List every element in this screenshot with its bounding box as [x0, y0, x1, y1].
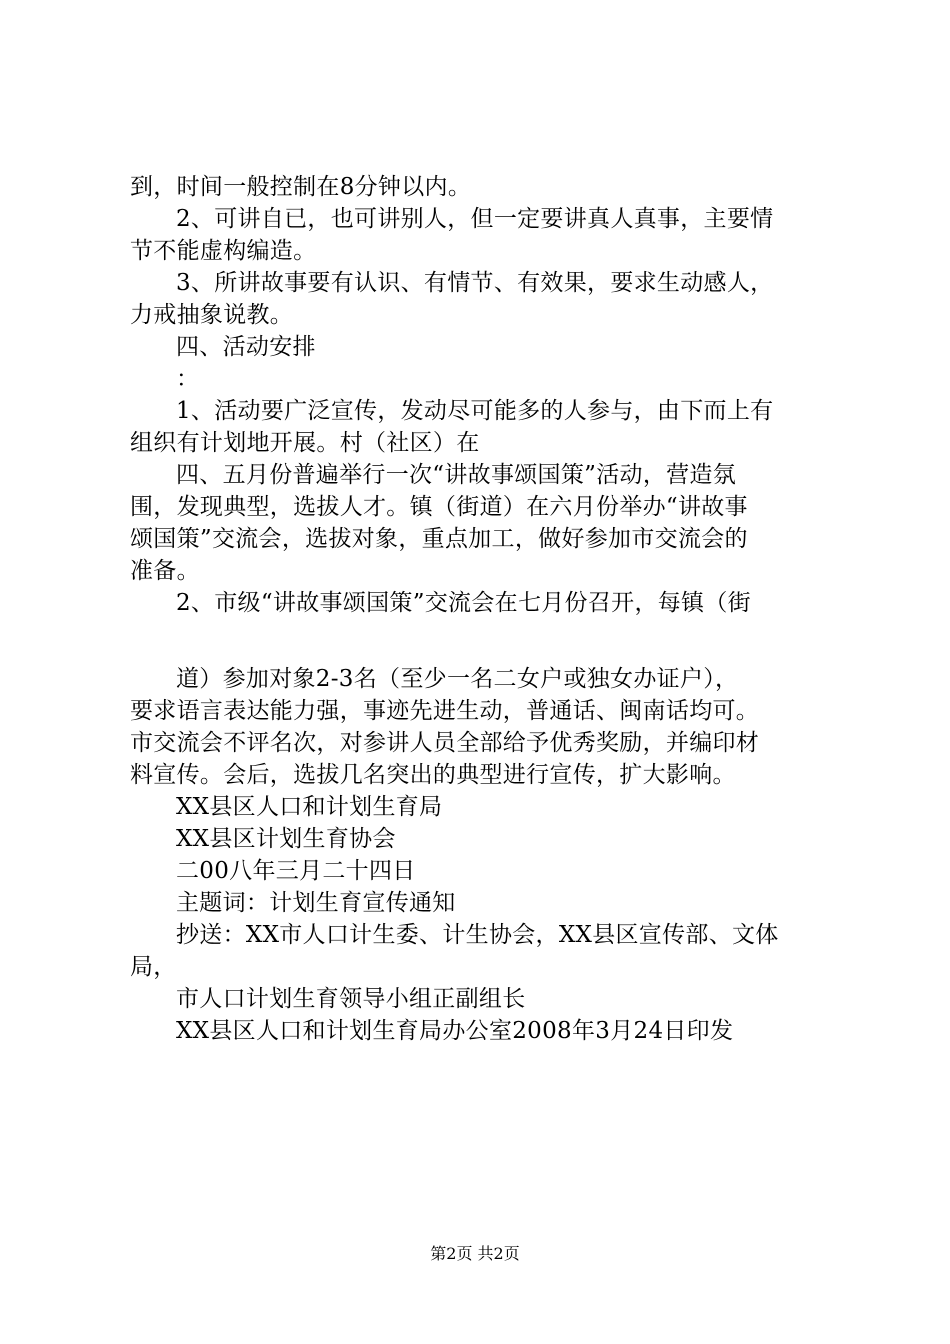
text-line: 3、所讲故事要有认识、有情节、有效果，要求生动感人，: [176, 270, 774, 296]
cc-line: 抄送：XX市人口计生委、计生协会，XX县区宣传部、文体: [176, 922, 779, 948]
text-line: 2、可讲自已，也可讲别人，但一定要讲真人真事，主要情: [176, 206, 774, 232]
text-line: 道）参加对象2-3名（至少一名二女户或独女办证户），: [176, 666, 739, 692]
text-line: 组织有计划地开展。村（社区）在: [130, 430, 480, 456]
text-line: 围，发现典型，选拔人才。镇（街道）在六月份举办“讲故事: [130, 494, 748, 520]
text-line: 颂国策”交流会，选拔对象，重点加工，做好参加市交流会的: [130, 526, 748, 552]
issuer-line: XX县区计划生育协会: [176, 826, 396, 852]
print-info-line: XX县区人口和计划生育局办公室2008年3月24日印发: [176, 1018, 734, 1044]
document-body: [130, 171, 830, 1047]
text-line: 准备。: [130, 558, 200, 584]
cc-line: 局，: [130, 954, 177, 980]
text-line: 四、五月份普遍举行一次“讲故事颂国策”活动，营造氛: [176, 462, 737, 488]
keywords-line: 主题词：计划生育宣传通知: [176, 890, 456, 916]
text-line: ：: [176, 366, 200, 392]
page-footer: 第2页 共2页: [430, 1244, 520, 1263]
text-line: 要求语言表达能力强，事迹先进生动，普通话、闽南话均可。: [130, 698, 760, 724]
issuer-line: XX县区人口和计划生育局: [176, 794, 443, 820]
text-line: 市交流会不评名次，对参讲人员全部给予优秀奖励，并编印材: [130, 730, 760, 756]
section-heading: 四、活动安排: [176, 334, 316, 360]
cc-line: 市人口计划生育领导小组正副组长: [176, 986, 526, 1012]
text-line: 到，时间一般控制在8分钟以内。: [130, 174, 472, 200]
date-line: 二00八年三月二十四日: [176, 858, 416, 884]
text-line: 料宣传。会后，选拔几名突出的典型进行宣传，扩大影响。: [130, 762, 736, 788]
text-line: 1、活动要广泛宣传，发动尽可能多的人参与，由下而上有: [176, 398, 774, 424]
spacer: [130, 619, 830, 663]
text-line: 节不能虚构编造。: [130, 238, 317, 264]
text-line: 2、市级“讲故事颂国策”交流会在七月份召开，每镇（街: [176, 590, 751, 616]
text-line: 力戒抽象说教。: [130, 302, 294, 328]
